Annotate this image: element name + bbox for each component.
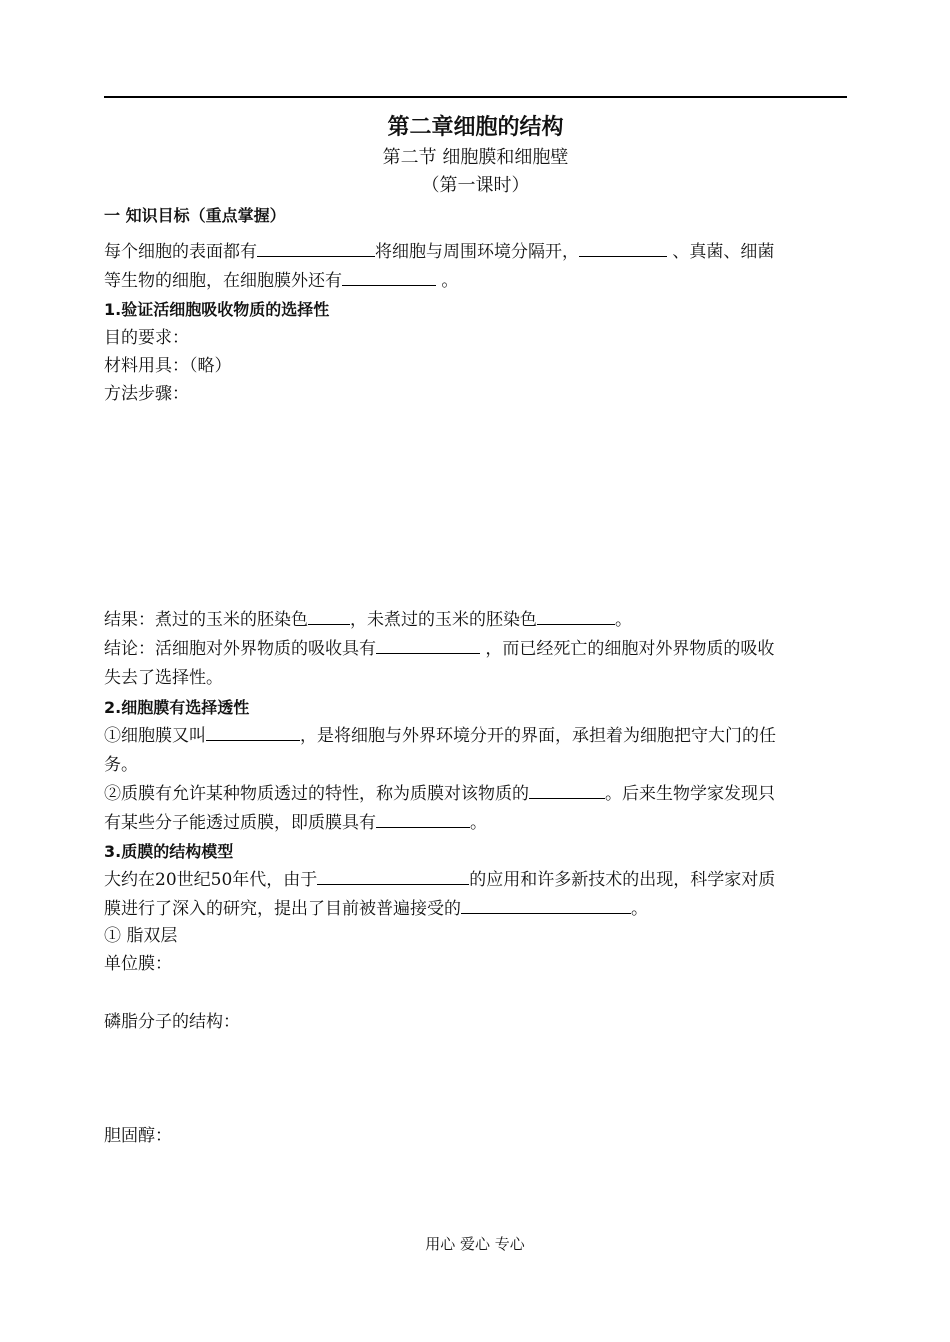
unit-membrane-label: 单位膜： (104, 954, 172, 974)
item-text: 有某些分子能透过质膜，即质膜具有 (104, 813, 376, 833)
intro-text: 每个细胞的表面都有 (104, 242, 257, 262)
part2-item1-line2: 务。 (104, 755, 138, 775)
item-text: ②质膜有允许某种物质透过的特性，称为质膜对该物质的 (104, 784, 529, 804)
intro-line-2 (104, 267, 847, 295)
blank-unboiled-result[interactable] (537, 606, 615, 625)
part3-text: 的应用和许多新技术的出现，科学家对质 (469, 870, 776, 890)
blank-membrane-name[interactable] (206, 722, 300, 741)
intro-text: 等生物的细胞，在细胞膜外还有 (104, 271, 342, 291)
cholesterol-label: 胆固醇： (104, 1126, 172, 1146)
part2-heading: 2.细胞膜有选择透性 (104, 698, 250, 717)
materials-label: 材料用具：（略） (104, 356, 232, 376)
result-text: ，未煮过的玉米的胚染色 (350, 610, 537, 630)
item-text: 。后来生物学家发现只 (605, 784, 775, 804)
intro-text: 、真菌、细菌 (667, 242, 775, 262)
blank-cell-wall[interactable] (342, 267, 436, 286)
blank-model[interactable] (461, 895, 631, 914)
top-rule (104, 96, 847, 98)
phospholipid-label: 磷脂分子的结构： (104, 1012, 240, 1032)
conclusion-line-1 (104, 635, 847, 663)
item-text: ，是将细胞与外界环境分开的界面，承担着为细胞把守大门的任 (300, 726, 776, 746)
blank-selectivity[interactable] (376, 635, 480, 654)
part3-text: 膜进行了深入的研究，提出了目前被普遍接受的 (104, 899, 461, 919)
purpose-label: 目的要求： (104, 328, 189, 348)
blank-permeability[interactable] (529, 780, 605, 799)
item-text: 。 (470, 813, 487, 833)
conclusion-text: 结论：活细胞对外界物质的吸收具有 (104, 639, 376, 659)
intro-text: 。 (436, 271, 459, 291)
part3-heading: 3.质膜的结构模型 (104, 842, 234, 861)
part3-text: 大约在20世纪50年代，由于 (104, 870, 318, 890)
intro-text: 将细胞与周围环境分隔开， (375, 242, 579, 262)
part3-text-line2 (104, 895, 847, 923)
knowledge-goals-heading: 一 知识目标（重点掌握） (104, 206, 286, 225)
result-line (104, 606, 847, 634)
conclusion-text: ，而已经死亡的细胞对外界物质的吸收 (480, 639, 775, 659)
chapter-title: 第二章细胞的结构 (387, 115, 564, 140)
blank-boiled-result[interactable] (308, 606, 350, 625)
lipid-bilayer-item: ① 脂双层 (104, 926, 178, 946)
blank-cell-membrane[interactable] (257, 238, 375, 257)
lesson-period: （第一课时） (421, 175, 530, 196)
method-label: 方法步骤： (104, 384, 189, 404)
blank-organism[interactable] (579, 238, 667, 257)
part3-text: 。 (631, 899, 648, 919)
part2-item2-line1 (104, 780, 847, 808)
part2-item2-line2 (104, 809, 847, 837)
result-text: 。 (615, 610, 632, 630)
blank-technique[interactable] (317, 866, 469, 885)
section-subtitle: 第二节 细胞膜和细胞壁 (382, 147, 569, 168)
intro-line-1 (104, 238, 847, 266)
part1-heading: 1.验证活细胞吸收物质的选择性 (104, 300, 330, 319)
item-text: ①细胞膜又叫 (104, 726, 206, 746)
conclusion-line-2: 失去了选择性。 (104, 668, 223, 688)
blank-selective-permeability[interactable] (376, 809, 470, 828)
page-footer: 用心 爱心 专心 (425, 1235, 525, 1253)
result-text: 结果：煮过的玉米的胚染色 (104, 610, 308, 630)
part3-text-line1 (104, 866, 847, 894)
part2-item1-line1 (104, 722, 847, 750)
